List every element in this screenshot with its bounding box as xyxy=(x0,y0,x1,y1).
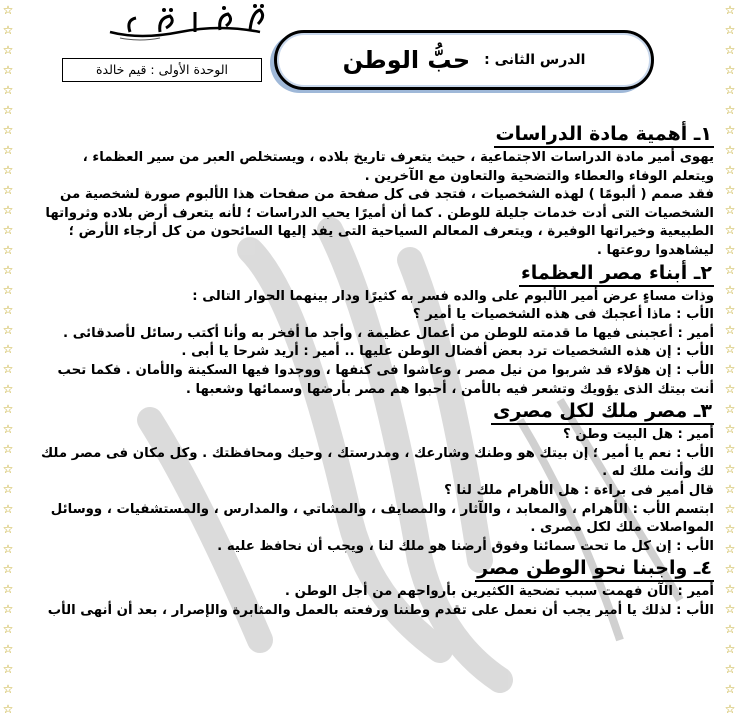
lesson-label: الدرس الثانى : xyxy=(484,52,586,68)
star-icon: ☆ xyxy=(2,242,14,257)
star-icon: ☆ xyxy=(2,102,14,117)
paragraph-line: أمير : الآن فهمت سبب تضحية الكثيرين بأرواحهم من أجل الوطن . xyxy=(284,584,714,600)
star-icon: ☆ xyxy=(2,642,14,656)
star-icon: ☆ xyxy=(724,562,736,577)
star-icon: ☆ xyxy=(2,202,14,217)
lesson-content xyxy=(22,122,714,620)
star-icon: ☆ xyxy=(724,582,736,597)
star-icon: ☆ xyxy=(724,242,736,257)
star-icon: ☆ xyxy=(724,102,736,117)
star-icon: ☆ xyxy=(724,3,736,17)
star-icon: ☆ xyxy=(724,382,736,397)
paragraph-line: ليشاهدوا روعتها . xyxy=(596,242,714,258)
star-icon: ☆ xyxy=(2,282,14,297)
star-icon: ☆ xyxy=(2,362,14,377)
star-icon: ☆ xyxy=(2,402,14,417)
star-icon: ☆ xyxy=(724,262,736,277)
section-2 xyxy=(22,261,714,288)
star-icon: ☆ xyxy=(724,442,736,457)
paragraph-line: المواصلات ملك لكل مصرى . xyxy=(530,520,714,536)
star-icon: ☆ xyxy=(724,22,736,37)
lesson-title: حبُّ الوطن xyxy=(342,46,471,74)
star-icon: ☆ xyxy=(2,142,14,157)
star-icon: ☆ xyxy=(2,62,14,77)
star-icon: ☆ xyxy=(724,701,736,716)
star-icon: ☆ xyxy=(2,3,14,17)
star-icon: ☆ xyxy=(2,622,14,637)
paragraph-line: ويتعلم الوفاء والعطاء والتضحية والتعاون مع الآخرين . xyxy=(364,168,714,184)
star-icon: ☆ xyxy=(2,522,14,537)
star-icon: ☆ xyxy=(2,681,14,696)
paragraph-line: أنت بيتك الذى يؤويك وتشعر فيه بالأمن ، أحبوا هم مصر بأرضها وسمائها وشعبها . xyxy=(185,381,714,397)
star-icon: ☆ xyxy=(2,182,14,197)
paragraph-line: لك وأنت ملك له . xyxy=(602,464,714,480)
star-icon: ☆ xyxy=(2,222,14,237)
section-3 xyxy=(22,399,714,426)
paragraph-line: الطبيعية وخيراتها الوفيرة ، ويتعرف المعالم السياحية التى يفد إليها السائحون من كل أرجاء الأرض ؛ xyxy=(68,224,714,240)
star-icon: ☆ xyxy=(724,82,736,97)
paragraph-line: الأب : نعم يا أمير ؛ إن بيتك هو وطنك وشارعك ، ومدرستك ، وحيك ومحافظتك . وكل مكان فى مصر ملك xyxy=(41,445,714,461)
unit-label: الوحدة الأولى : قيم خالدة xyxy=(62,58,262,82)
paragraph-line: ابتسم الأب : الأهرام ، والمعابد ، والآثار ، والمصايف ، والمشاتي ، والمدارس ، والمستشفيات ، ووسائل xyxy=(50,501,714,517)
star-icon: ☆ xyxy=(2,382,14,397)
star-icon: ☆ xyxy=(724,142,736,157)
star-icon: ☆ xyxy=(2,462,14,477)
star-icon: ☆ xyxy=(724,681,736,696)
section-heading: ٤ـ واجبنا نحو الوطن مصر xyxy=(475,556,714,582)
star-icon: ☆ xyxy=(724,62,736,77)
star-icon: ☆ xyxy=(724,322,736,337)
paragraph-line: أمير : أعجبنى فيها ما قدمته للوطن من أعمال عظيمة ، وأجد ما أفخر به وأنا أكتب رسائل لأصدقائى . xyxy=(63,325,714,341)
section-heading: ٣ـ مصر ملك لكل مصرى xyxy=(491,399,714,425)
section-heading: ١ـ أهمية مادة الدراسات xyxy=(494,122,715,148)
section-4 xyxy=(22,556,714,583)
star-icon: ☆ xyxy=(724,362,736,377)
paragraph-line: الشخصيات التى أدت خدمات جليلة للوطن . كما أن أميرًا يحب الدراسات ؛ لأنه يتعرف أرض بلاده وثرواتها xyxy=(45,205,714,221)
star-icon: ☆ xyxy=(2,342,14,357)
star-icon: ☆ xyxy=(2,302,14,317)
star-icon: ☆ xyxy=(724,522,736,537)
star-icon: ☆ xyxy=(724,502,736,517)
star-icon: ☆ xyxy=(724,482,736,497)
paragraph-line: وذات مساءٍ عرض أمير الألبوم على والده فسر به كثيرًا ودار بينهما الحوار التالى : xyxy=(192,288,714,304)
lesson-banner xyxy=(274,30,654,90)
star-icon: ☆ xyxy=(2,442,14,457)
paragraph-line: الأب : إن كل ما تحت سمائنا وفوق أرضنا هو ملك لنا ، ويجب أن نحافظ عليه . xyxy=(217,538,714,554)
star-icon: ☆ xyxy=(724,642,736,656)
star-icon: ☆ xyxy=(2,22,14,37)
star-icon: ☆ xyxy=(2,582,14,597)
star-icon: ☆ xyxy=(2,42,14,57)
star-icon: ☆ xyxy=(724,622,736,637)
paragraph-line: الأب : إن هؤلاء قد شربوا من نيل مصر ، وعاشوا فى كنفها ، ووجدوا فيها السكينة والأمان . فكما تحب xyxy=(57,362,714,378)
star-icon: ☆ xyxy=(2,482,14,497)
paragraph-line: يهوى أمير مادة الدراسات الاجتماعية ، حيث يتعرف تاريخ بلاده ، ويستخلص العبر من سير العظماء ، xyxy=(82,150,714,165)
star-icon: ☆ xyxy=(724,202,736,217)
star-icon: ☆ xyxy=(724,462,736,477)
star-icon: ☆ xyxy=(2,322,14,337)
star-icon: ☆ xyxy=(2,82,14,97)
section-heading: ٢ـ أبناء مصر العظماء xyxy=(519,261,714,287)
star-icon: ☆ xyxy=(724,122,736,137)
star-icon: ☆ xyxy=(724,162,736,177)
star-border-left xyxy=(0,0,16,719)
paragraph-line: قال أمير فى براءة : هل الأهرام ملك لنا ؟ xyxy=(444,482,714,498)
paragraph-line: الأب : لذلك يا أمير يجب أن نعمل على تقدم وطننا ورفعته بالعمل والمثابرة والإصرار ، بعد أن أنهى الأب xyxy=(47,602,714,618)
paragraph-line: أمير : هل البيت وطن ؟ xyxy=(563,427,714,443)
star-icon: ☆ xyxy=(2,661,14,676)
star-icon: ☆ xyxy=(2,162,14,177)
star-icon: ☆ xyxy=(724,302,736,317)
star-icon: ☆ xyxy=(2,701,14,716)
qiraa-calligraphy-logo xyxy=(100,2,270,46)
paragraph-line: الأب : ماذا أعجبك فى هذه الشخصيات يا أمير ؟ xyxy=(412,307,714,323)
star-icon: ☆ xyxy=(2,502,14,517)
star-icon: ☆ xyxy=(724,342,736,357)
star-border-right xyxy=(722,0,738,719)
star-icon: ☆ xyxy=(724,661,736,676)
star-icon: ☆ xyxy=(724,42,736,57)
star-icon: ☆ xyxy=(2,562,14,577)
star-icon: ☆ xyxy=(2,262,14,277)
star-icon: ☆ xyxy=(724,282,736,297)
star-icon: ☆ xyxy=(724,222,736,237)
section-1 xyxy=(22,122,714,149)
star-icon: ☆ xyxy=(2,422,14,437)
star-icon: ☆ xyxy=(2,542,14,557)
paragraph-line: الأب : إن هذه الشخصيات ترد بعض أفضال الوطن عليها .. أمير : أريد شرحا يا أبى . xyxy=(181,344,714,360)
star-icon: ☆ xyxy=(724,542,736,557)
star-icon: ☆ xyxy=(724,182,736,197)
star-icon: ☆ xyxy=(2,122,14,137)
star-icon: ☆ xyxy=(724,602,736,617)
star-icon: ☆ xyxy=(724,422,736,437)
star-icon: ☆ xyxy=(2,602,14,617)
star-icon: ☆ xyxy=(724,402,736,417)
paragraph-line: فقد صمم ( ألبومًا ) لهذه الشخصيات ، فتجد فى كل صفحة من صفحات هذا الألبوم صورة لشخصية من xyxy=(60,187,714,203)
